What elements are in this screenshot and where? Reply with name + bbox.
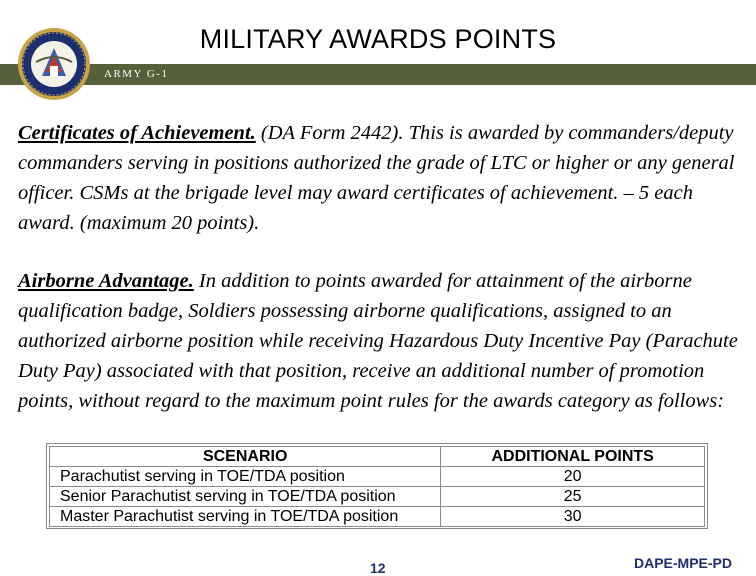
header-scenario: SCENARIO	[50, 447, 441, 467]
airborne-paragraph	[18, 266, 742, 416]
table-row	[50, 487, 705, 507]
scenario-cell: Master Parachutist serving in TOE/TDA position	[50, 507, 441, 527]
scenario-cell: Parachutist serving in TOE/TDA position	[50, 467, 441, 487]
header-band-label: ARMY G-1	[104, 68, 169, 80]
table-row	[50, 507, 705, 527]
table-row	[50, 467, 705, 487]
page-title: MILITARY AWARDS POINTS	[199, 24, 557, 54]
certificates-paragraph	[18, 118, 742, 238]
army-seal-icon	[16, 26, 92, 102]
airborne-points-table	[46, 443, 708, 529]
scenario-cell: Senior Parachutist serving in TOE/TDA position	[50, 487, 441, 507]
table-header-row	[50, 447, 705, 467]
certificates-heading: Certificates of Achievement.	[18, 122, 256, 144]
page-number: 12	[370, 560, 386, 576]
header-additional-points: ADDITIONAL POINTS	[441, 447, 705, 467]
certificates-body: (DA Form 2442). This is awarded by commanders/deputy commanders serving in positions authorized the grade of LTC or higher or any general officer. CSMs at the brigade level may award certificates of achievement. – 5 each award. (maximum 20 points).	[18, 122, 735, 234]
points-cell: 20	[441, 467, 705, 487]
points-cell: 25	[441, 487, 705, 507]
points-cell: 30	[441, 507, 705, 527]
office-code: DAPE-MPE-PD	[634, 555, 733, 571]
airborne-body: In addition to points awarded for attainment of the airborne qualification badge, Soldiers possessing airborne qualifications, assigned to an authorized airborne position while receiving Hazardous Duty Incentive Pay (Parachute Duty Pay) associated with that position, receive an additional number of promotion points, without regard to the maximum point rules for the awards category as follows:	[18, 270, 738, 412]
airborne-heading: Airborne Advantage.	[18, 270, 194, 292]
